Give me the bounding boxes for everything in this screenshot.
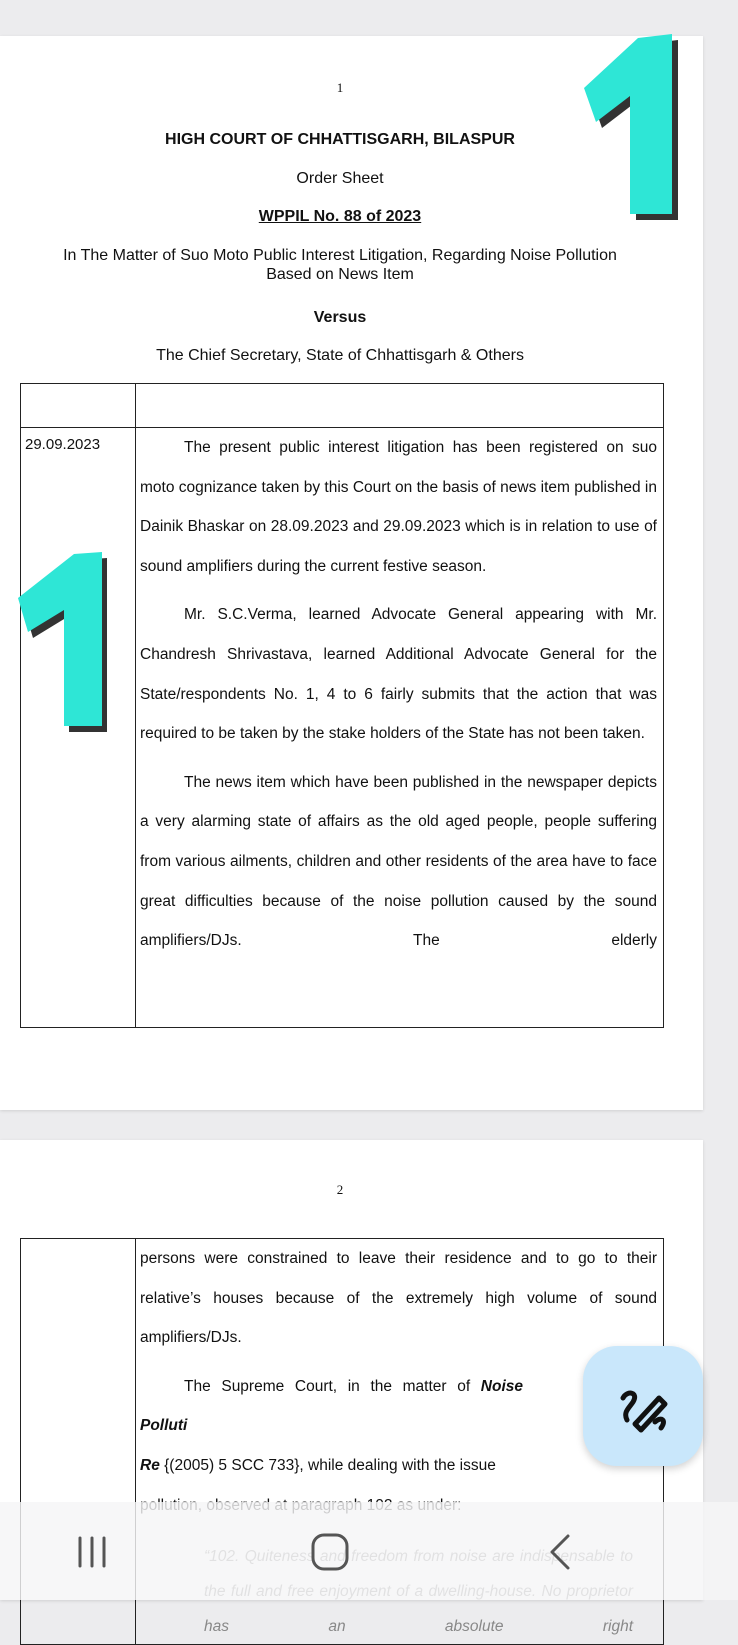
respondent-line: The Chief Secretary, State of Chhattisgarh & Others xyxy=(156,347,524,364)
home-icon[interactable] xyxy=(308,1530,352,1574)
numeral-one-sticker-left xyxy=(14,548,114,738)
matter-line-2: Based on News Item xyxy=(266,266,414,283)
order-sheet-table xyxy=(20,383,664,1028)
order-paragraph-5: The Supreme Court, in the matter of Noise Polluti Re {(2005) 5 SCC 733}, while dealing with the issue xyxy=(140,1377,523,1474)
versus-label: Versus xyxy=(313,309,367,326)
recent-apps-icon[interactable] xyxy=(70,1534,114,1570)
case-name: Noise Polluti xyxy=(140,1377,523,1435)
page-number: 1 xyxy=(336,80,344,95)
order-paragraph-2: Mr. S.C.Verma, learned Advocate General appearing with Mr. Chandresh Shrivastava, learned Additional Advocate General for the State/respondents No. 1, 4 to 6 fairly submits that the action that was required to be taken by the stake holders of the State has not been taken. xyxy=(140,606,657,743)
case-name-re: Re xyxy=(140,1456,160,1474)
court-title: HIGH COURT OF CHHATTISGARH, BILASPUR xyxy=(165,131,515,148)
sheet-type: Order Sheet xyxy=(296,170,384,187)
back-icon[interactable] xyxy=(540,1530,580,1574)
case-number: WPPIL No. 88 of 2023 xyxy=(258,208,422,225)
pen-edit-icon xyxy=(583,1346,703,1466)
order-paragraph-4: persons were constrained to leave their residence and to go to their relative’s houses because of the extremely high volume of sound amplifiers/DJs. xyxy=(140,1250,657,1347)
header-cell-order xyxy=(136,384,664,428)
header-cell-date xyxy=(21,384,136,428)
page-number: 2 xyxy=(336,1182,344,1197)
order-date: 29.09.2023 xyxy=(25,436,101,453)
matter-line-1: In The Matter of Suo Moto Public Interest Litigation, Regarding Noise Pollution xyxy=(63,247,617,264)
order-paragraph-3: The news item which have been published in the newspaper depicts a very alarming state of affairs as the old aged people, people suffering from various ailments, children and other residents of the area have to face great difficulties because of the noise pollution caused by the sound amplifiers/DJs. The elderly xyxy=(140,773,657,950)
quoted-paragraph: has an absolute right xyxy=(204,1618,633,1636)
edit-fab-button[interactable] xyxy=(583,1346,703,1466)
numeral-one-sticker-top xyxy=(578,26,688,226)
order-paragraph-1: The present public interest litigation has been registered on suo moto cognizance taken by this Court on the basis of news item published in Dainik Bhaskar on 28.09.2023 and 29.09.2023 which is in relation to use of sound amplifiers during the current festive season. xyxy=(140,439,657,575)
order-text-cell xyxy=(136,428,664,1028)
system-navigation-bar xyxy=(0,1502,738,1600)
